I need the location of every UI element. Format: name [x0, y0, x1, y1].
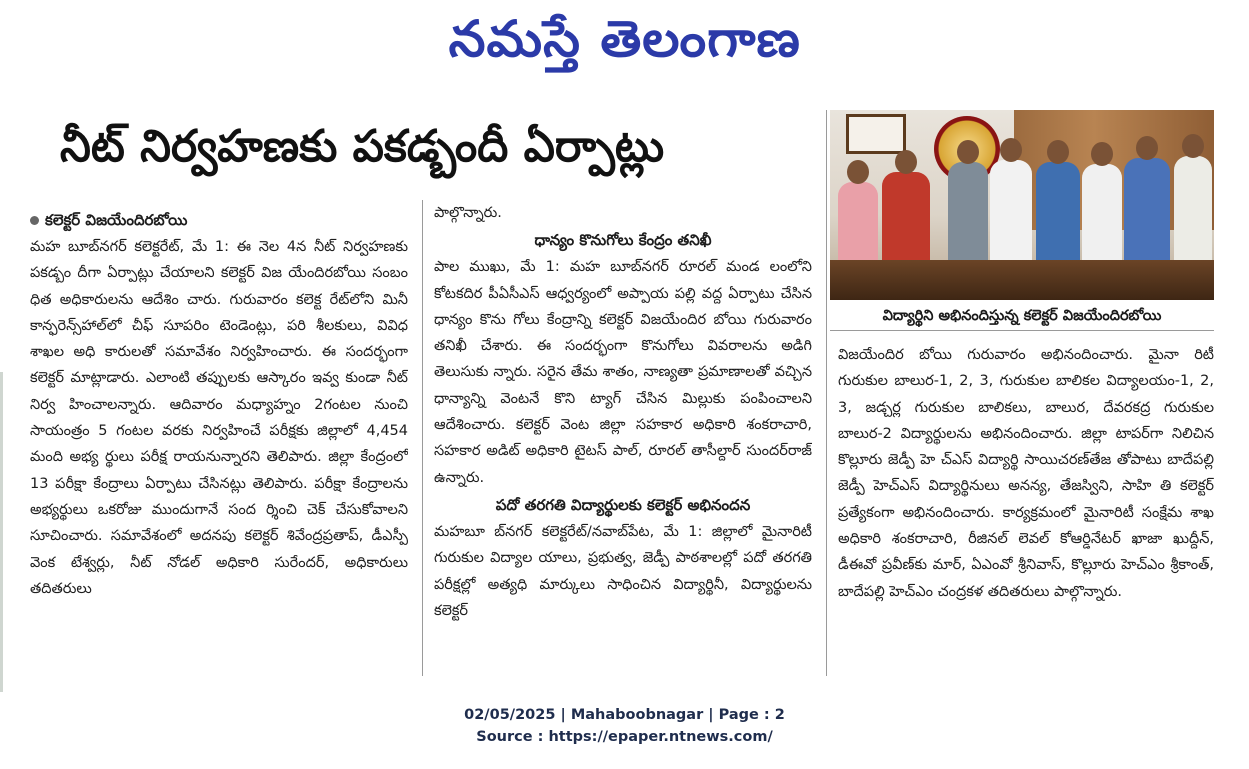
article-paragraph: పాల్గొన్నారు. — [434, 205, 502, 221]
article-paragraph: విజయేందిర బోయి గురువారం అభినందించారు. మైనా రిటీ గురుకుల బాలుర-1, 2, 3, గురుకుల బాలికల విద్యాలయం-1, 2, 3, జడ్చర్ల గురుకుల బాలికలు, బాలుర, దేవరకద్ర గురుకుల బాలుర-2 విద్యార్థులను అభినందించారు. జిల్లా టాపర్‌గా నిలిచిన కొల్లూరు జెడ్పీ హె చ్‌ఎస్ విద్యార్థి సాయిచరణ్‌తేజ తోపాటు బాదేపల్లి జెడ్పీ హెచ్‌ఎస్ విద్యార్థినులు అనన్య, తేజస్విని, సాహి తి కలెక్టర్ ప్రత్యేకంగా అభినందించారు. కార్యక్రమంలో మైనారిటీ సంక్షేమ శాఖ అధికారి శంకరాచారి, రీజినల్ లెవల్ కోఆర్డినేటర్ ఖాజా ఖుద్దీన్, డీఈవో ప్రవీణ్‌కు మార్, ఏఎంవో శ్రీనివాస్, కొల్లూరు హెచ్‌ఎం శ్రీకాంత్, బాదేపల్లి హెచ్‌ఎం చంద్రకళ తదితరులు పాల్గొన్నారు. — [838, 347, 1214, 600]
bullet-icon — [30, 216, 39, 225]
page-footer — [0, 704, 1249, 748]
article-paragraph: మహ బూబ్‌నగర్ కలెక్టరేట్, మే 1: ఈ నెల 4న నీట్ నిర్వహణకు పకడ్బం దీగా ఏర్పాట్లు చేయాలని కలెక్టర్ విజ యేందిరబోయి సంబం ధిత అధికారులను ఆదేశిం చారు. గురువారం కలెక్ట రేట్‌లోని మినీ కాన్ఫరెన్స్‌హాల్‌లో చీఫ్ సూపరిం టెండెంట్లు, పరి శీలకులు, వివిధ శాఖల అధి కారులతో సమావేశం నిర్వహించారు. ఈ సందర్భంగా కలెక్టర్ మాట్లాడారు. ఎలాంటి తప్పులకు ఆస్కారం ఇవ్వ కుండా నీట్ నిర్వ హించాలన్నారు. ఆదివారం మధ్యాహ్నం 2గంటల నుంచి సాయంత్రం 5 గంటల వరకు నిర్వహించే పరీక్షకు జిల్లాలో 4,454 మంది అభ్య ర్థులు పరీక్ష రాయనున్నారని తెలిపారు. జిల్లా కేంద్రంలో 13 పరీక్షా కేంద్రాలు ఏర్పాటు చేసినట్లు తెలిపారు. పరీక్షా కేంద్రాలను అభ్యర్థులు ఒకరోజు ముందుగానే సంద ర్శించి చెక్ చేసుకోవాలని సూచించారు. సమావేశంలో అదనపు కలెక్టర్ శివేంద్రప్రతాప్, డీఎస్పీ వెంక టేశ్వర్లు, నీట్ నోడల్ అధికారి సురేందర్, అధికారులు తదితరులు — [30, 239, 408, 597]
footer-date-line: 02/05/2025 | Mahaboobnagar | Page : 2 — [464, 707, 785, 723]
article-headline: నీట్ నిర్వహణకు పకడ్బందీ ఏర్పాట్లు — [60, 121, 665, 172]
news-photo — [830, 110, 1214, 300]
masthead-title: నమస్తే తెలంగాణ — [448, 10, 801, 68]
column-divider — [422, 200, 423, 676]
column-divider — [826, 110, 827, 676]
footer-source-line: Source : https://epaper.ntnews.com/ — [476, 729, 773, 745]
photo-caption: విద్యార్థిని అభినందిస్తున్న కలెక్టర్ విజయేందిరబోయి — [830, 302, 1214, 331]
article-column-3 — [838, 342, 1214, 672]
photo-portrait-frame — [846, 114, 906, 154]
article-column-2 — [434, 200, 812, 674]
article-paragraph: పాల ముఖు, మే 1: మహ బూబ్‌నగర్ రూరల్ మండ లంలోని కోటకదిర పీఏసీఎస్ ఆధ్వర్యంలో అప్పాయ పల్లి వద్ద ఏర్పాటు చేసిన ధాన్యం కొను గోలు కేంద్రాన్ని కలెక్టర్ విజయేందిర బోయి గురువారం తనిఖీ చేశారు. ఈ సందర్భంగా కొనుగోలు వివరాలను అడిగి తెలుసుకు న్నారు. సరైన తేమ శాతం, నాణ్యతా ప్రమాణాలతో వచ్చిన ధాన్యాన్ని వెంటనే కొని ట్యాగ్ చేసిన మిల్లుకు పంపించాలని ఆదేశించారు. కలెక్టర్ వెంట జిల్లా సహకార అధికారి శంకరాచారి, సహకార అడిట్ అధికారి టైటస్ పాల్, రూరల్ తాసీల్దార్ సుందర్‌రాజ్ ఉన్నారు. — [434, 259, 812, 486]
byline-text: కలెక్టర్ విజయేందిరబోయి — [45, 211, 188, 229]
article-paragraph: మహబూ బ్‌నగర్ కలెక్టరేట్/నవాబ్‌పేట, మే 1: జిల్లాలో మైనారిటీ గురుకుల విద్యాల యాలు, ప్రభుత్వ, జెడ్పీ పాఠశాలల్లో పదో తరగతి పరీక్షల్లో అత్యధి మార్కులు సాధించిన విద్యార్థినీ, విద్యార్థులను కలెక్టర్ — [434, 523, 812, 619]
article-subhead: పదో తరగతి విద్యార్థులకు కలెక్టర్ అభినందన — [495, 495, 751, 514]
photo-desk — [830, 260, 1214, 300]
page-edge-rule — [0, 372, 3, 692]
article-byline — [30, 206, 408, 234]
masthead — [0, 4, 1249, 76]
article-subhead: ధాన్యం కొనుగోలు కేంద్రం తనిఖీ — [534, 231, 712, 250]
article-column-1 — [30, 206, 408, 674]
